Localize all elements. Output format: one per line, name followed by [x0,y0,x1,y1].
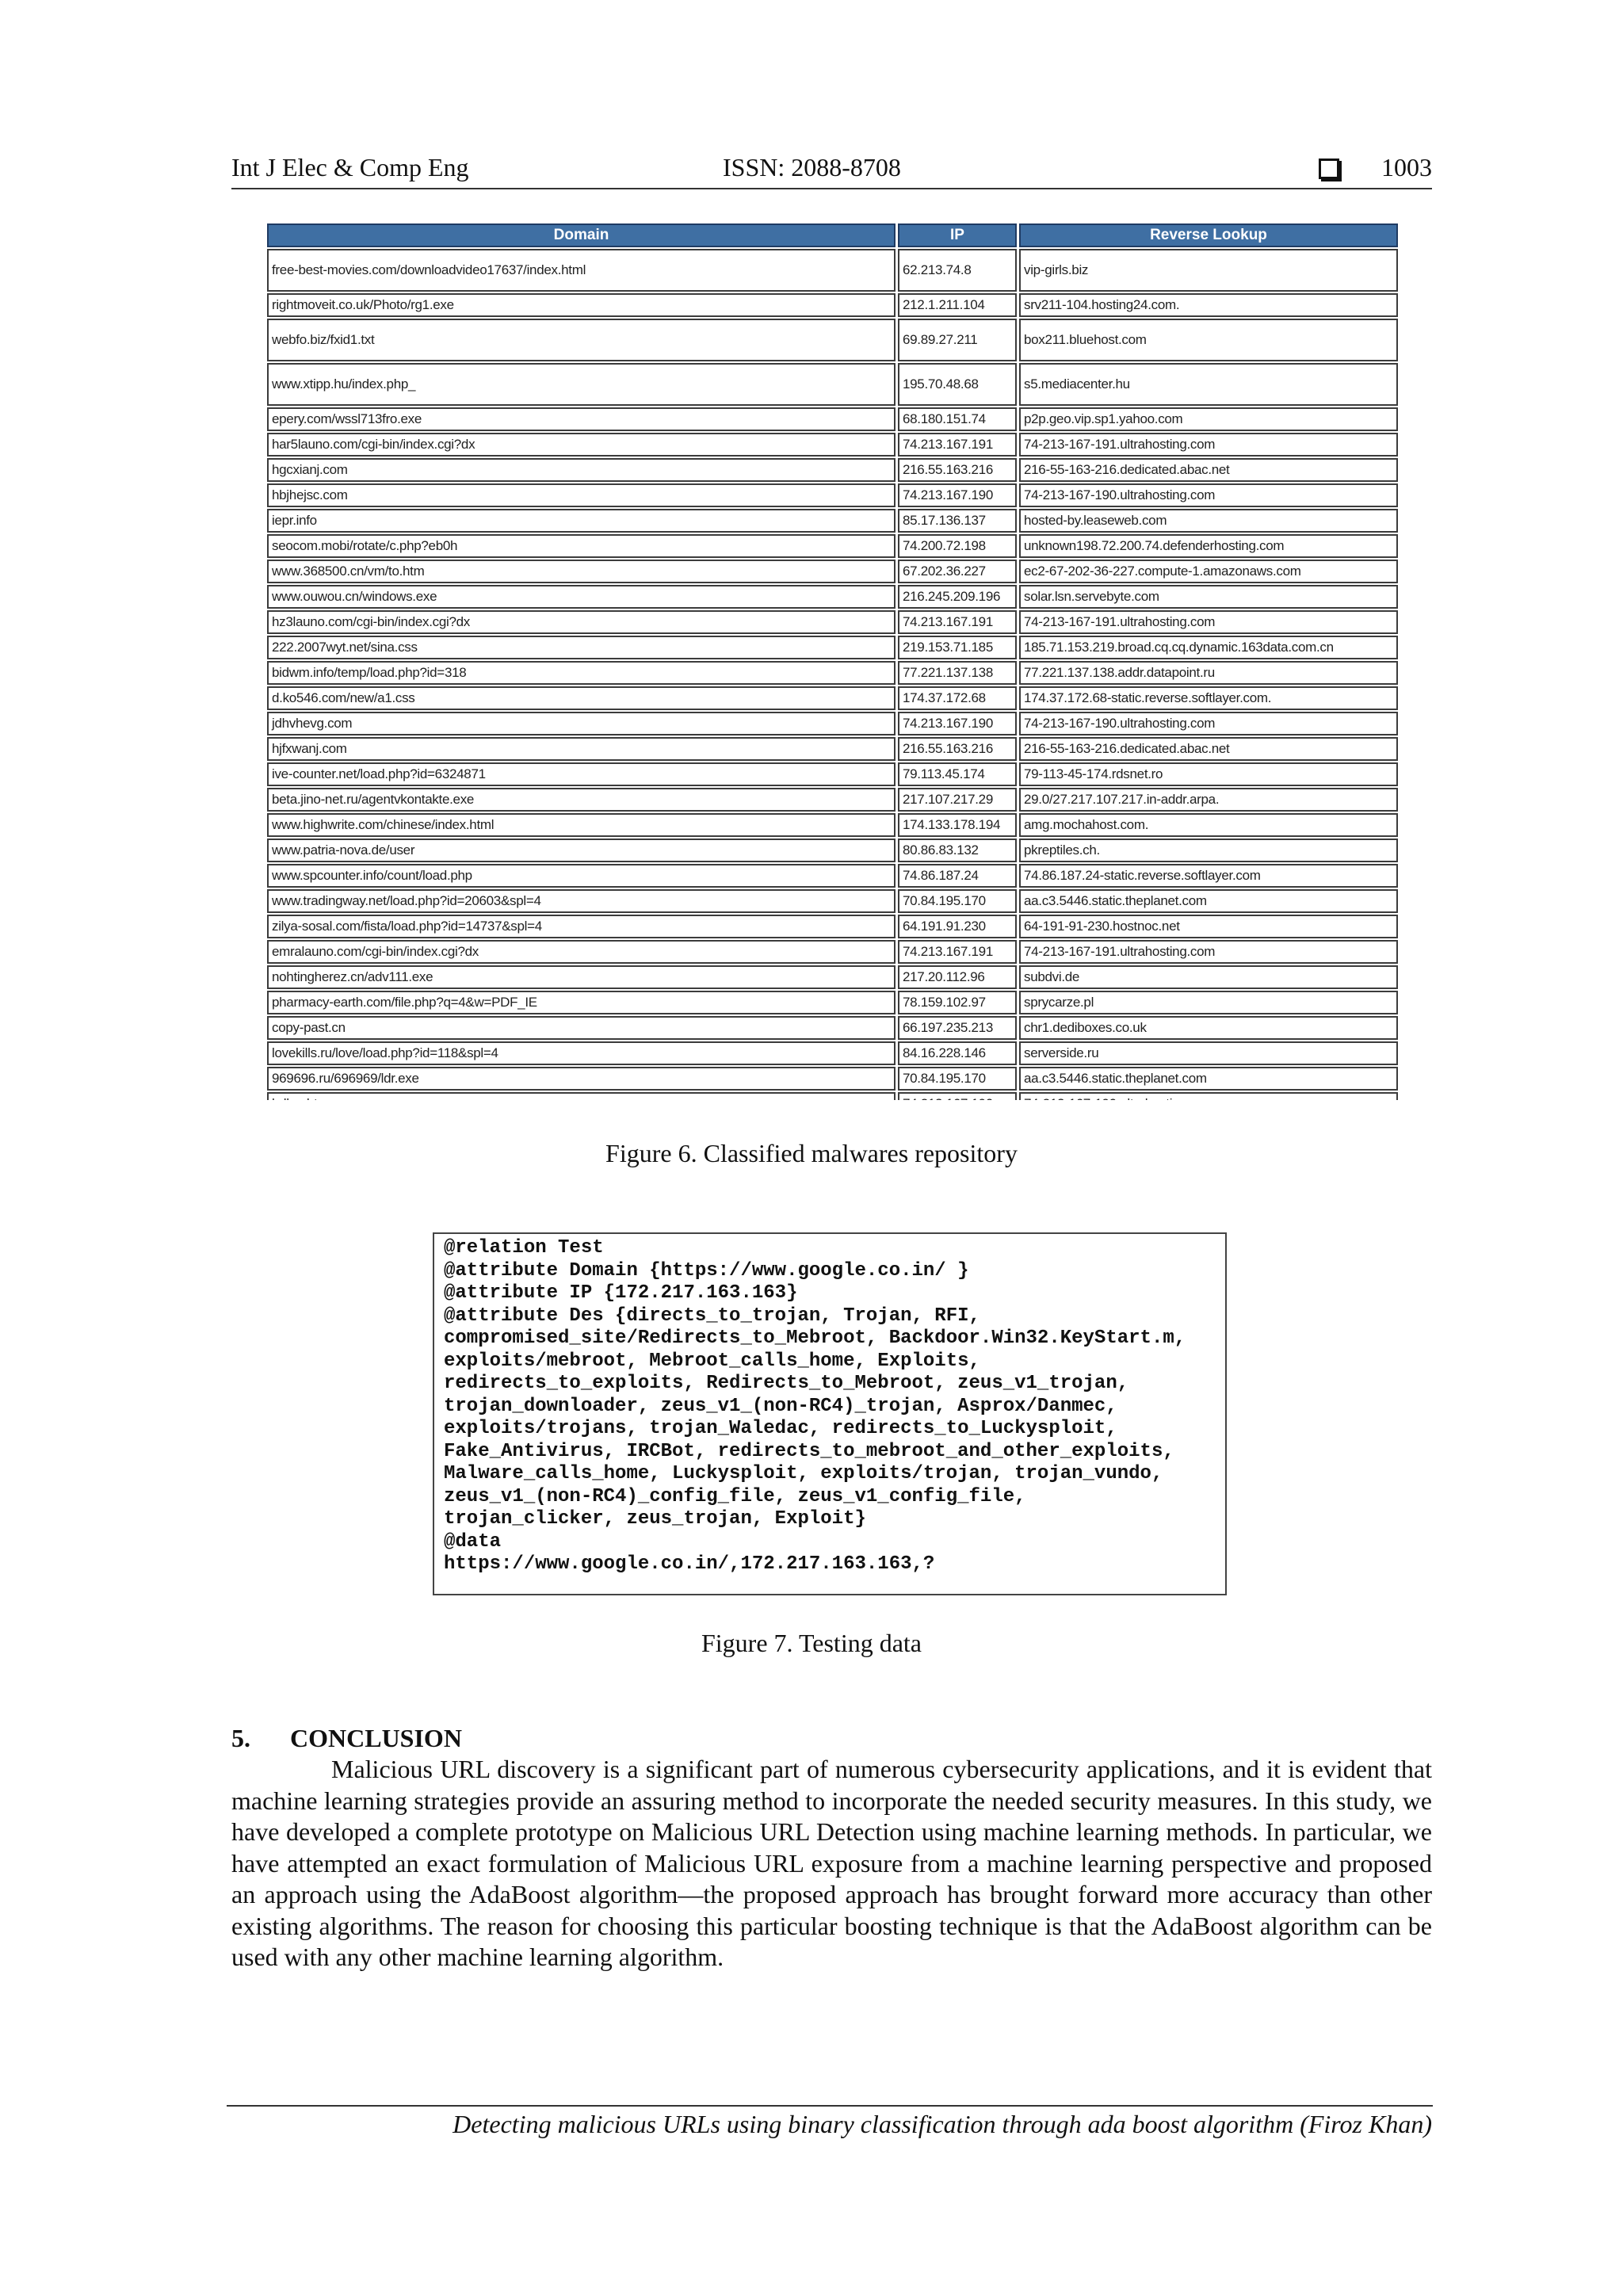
figure7-caption: Figure 7. Testing data [701,1629,922,1657]
cell-ip: 67.202.36.227 [898,560,1017,583]
cell-ip: 68.180.151.74 [898,407,1017,431]
footer-rule [227,2105,1433,2107]
table-row [267,560,1398,583]
image-crop-edge [265,1100,1398,1106]
running-footer: Detecting malicious URLs using binary classification through ada boost algorithm (Firoz Khan) [453,2110,1432,2138]
table-row [267,293,1398,317]
cell-ip: 74.200.72.198 [898,534,1017,558]
figure7-code-box [433,1232,1227,1595]
cell-domain: jdhvhevg.com [267,712,896,735]
cell-ip: 216.245.209.196 [898,585,1017,609]
cell-domain: zilya-sosal.com/fista/load.php?id=14737&spl=4 [267,915,896,938]
cell-reverse-lookup: sprycarze.pl [1019,991,1398,1014]
table-row [267,737,1398,761]
cell-reverse-lookup: 185.71.153.219.broad.cq.cq.dynamic.163data.com.cn [1019,636,1398,659]
cell-ip: 74.86.187.24 [898,864,1017,888]
cell-domain: www.tradingway.net/load.php?id=20603&spl=4 [267,889,896,913]
cell-reverse-lookup: srv211-104.hosting24.com. [1019,293,1398,317]
cell-reverse-lookup: 74-213-167-190.ultrahosting.com [1019,712,1398,735]
cell-reverse-lookup: unknown198.72.200.74.defenderhosting.com [1019,534,1398,558]
cell-reverse-lookup: chr1.dediboxes.co.uk [1019,1016,1398,1040]
cell-reverse-lookup: box211.bluehost.com [1019,319,1398,361]
figure6-caption: Figure 6. Classified malwares repository [605,1139,1018,1167]
cell-domain: beta.jino-net.ru/agentvkontakte.exe [267,788,896,812]
table-row [267,965,1398,989]
journal-name: Int J Elec & Comp Eng [231,153,469,181]
table-row [267,788,1398,812]
cell-reverse-lookup: ec2-67-202-36-227.compute-1.amazonaws.com [1019,560,1398,583]
table-row [267,433,1398,457]
cell-ip: 174.37.172.68 [898,686,1017,710]
cell-ip: 70.84.195.170 [898,889,1017,913]
cell-ip: 216.55.163.216 [898,458,1017,482]
cell-ip: 219.153.71.185 [898,636,1017,659]
cell-domain: iepr.info [267,509,896,533]
issn: ISSN: 2088-8708 [723,153,901,181]
cell-reverse-lookup: solar.lsn.servebyte.com [1019,585,1398,609]
cell-reverse-lookup: aa.c3.5446.static.theplanet.com [1019,889,1398,913]
cell-domain: pharmacy-earth.com/file.php?q=4&w=PDF_IE [267,991,896,1014]
cell-ip: 195.70.48.68 [898,363,1017,406]
cell-domain: hjfxwanj.com [267,737,896,761]
cell-ip: 77.221.137.138 [898,661,1017,685]
cell-domain: www.ouwou.cn/windows.exe [267,585,896,609]
cell-ip: 212.1.211.104 [898,293,1017,317]
cell-reverse-lookup: p2p.geo.vip.sp1.yahoo.com [1019,407,1398,431]
cell-domain: www.spcounter.info/count/load.php [267,864,896,888]
conclusion-paragraph: Malicious URL discovery is a significant part of numerous cybersecurity applications, and it is evident that machine learning strategies provide an assuring method to incorporate the needed security measures. In this study, we have developed a complete prototype on Malicious URL Detection using machine learning methods. In particular, we have attempted an exact formulation of Malicious URL exposure from a machine learning perspective and proposed an approach using the AdaBoost algorithm—the proposed approach has brought forward more accuracy than other existing algorithms. The reason for choosing this particular boosting technique is that the AdaBoost algorithm can be used with any other machine learning algorithm. [231,1755,1432,1971]
cell-reverse-lookup: 216-55-163-216.dedicated.abac.net [1019,458,1398,482]
cell-domain: bidwm.info/temp/load.php?id=318 [267,661,896,685]
page-header [231,153,1432,189]
section-number: 5. [231,1724,250,1752]
cell-reverse-lookup: pkreptiles.ch. [1019,839,1398,862]
cell-reverse-lookup: 216-55-163-216.dedicated.abac.net [1019,737,1398,761]
cell-ip: 70.84.195.170 [898,1067,1017,1091]
table-row [267,915,1398,938]
table-row [267,1016,1398,1040]
table-row [267,762,1398,786]
malware-table [265,222,1398,1106]
cell-domain: lovekills.ru/love/load.php?id=118&spl=4 [267,1041,896,1065]
cell-ip: 217.20.112.96 [898,965,1017,989]
table-row [267,249,1398,292]
table-header-row [267,223,1398,247]
cell-domain: free-best-movies.com/downloadvideo17637/index.html [267,249,896,292]
cell-domain: hgcxianj.com [267,458,896,482]
cell-reverse-lookup: vip-girls.biz [1019,249,1398,292]
cell-ip: 74.213.167.191 [898,940,1017,964]
cell-ip: 69.89.27.211 [898,319,1017,361]
figure6-image [265,222,1398,1106]
cell-reverse-lookup: hosted-by.leaseweb.com [1019,509,1398,533]
cell-ip: 62.213.74.8 [898,249,1017,292]
cell-reverse-lookup: serverside.ru [1019,1041,1398,1065]
cell-domain: epery.com/wssl713fro.exe [267,407,896,431]
table-row [267,839,1398,862]
cell-domain: 969696.ru/696969/ldr.exe [267,1067,896,1091]
cell-domain: hbjhejsc.com [267,483,896,507]
cell-ip: 78.159.102.97 [898,991,1017,1014]
table-row [267,458,1398,482]
cell-reverse-lookup: 74.86.187.24-static.reverse.softlayer.com [1019,864,1398,888]
column-header-ip: IP [898,223,1017,247]
section-title: CONCLUSION [290,1724,462,1752]
cell-ip: 74.213.167.191 [898,433,1017,457]
table-row [267,483,1398,507]
cell-domain: rightmoveit.co.uk/Photo/rg1.exe [267,293,896,317]
table-row [267,509,1398,533]
table-row [267,686,1398,710]
cell-reverse-lookup: 74-213-167-190.ultrahosting.com [1019,483,1398,507]
cell-domain: copy-past.cn [267,1016,896,1040]
cell-domain: webfo.biz/fxid1.txt [267,319,896,361]
cell-domain: ive-counter.net/load.php?id=6324871 [267,762,896,786]
cell-ip: 80.86.83.132 [898,839,1017,862]
section-heading [231,1724,462,1753]
table-row [267,534,1398,558]
square-box-icon [1319,159,1339,179]
cell-ip: 64.191.91.230 [898,915,1017,938]
cell-reverse-lookup: 77.221.137.138.addr.datapoint.ru [1019,661,1398,685]
table-row [267,363,1398,406]
cell-ip: 74.213.167.190 [898,483,1017,507]
table-row [267,610,1398,634]
cell-ip: 84.16.228.146 [898,1041,1017,1065]
page-number: 1003 [1381,153,1432,181]
table-row [267,889,1398,913]
cell-domain: emralauno.com/cgi-bin/index.cgi?dx [267,940,896,964]
table-row [267,864,1398,888]
cell-domain: har5launo.com/cgi-bin/index.cgi?dx [267,433,896,457]
table-row [267,991,1398,1014]
cell-reverse-lookup: 174.37.172.68-static.reverse.softlayer.com. [1019,686,1398,710]
table-row [267,661,1398,685]
cell-ip: 217.107.217.29 [898,788,1017,812]
table-row [267,813,1398,837]
cell-domain: www.patria-nova.de/user [267,839,896,862]
cell-ip: 85.17.136.137 [898,509,1017,533]
cell-domain: hz3launo.com/cgi-bin/index.cgi?dx [267,610,896,634]
cell-ip: 216.55.163.216 [898,737,1017,761]
cell-domain: seocom.mobi/rotate/c.php?eb0h [267,534,896,558]
table-row [267,407,1398,431]
column-header-reverse-lookup: Reverse Lookup [1019,223,1398,247]
cell-domain: www.xtipp.hu/index.php_ [267,363,896,406]
cell-domain: 222.2007wyt.net/sina.css [267,636,896,659]
cell-reverse-lookup: subdvi.de [1019,965,1398,989]
cell-domain: www.highwrite.com/chinese/index.html [267,813,896,837]
cell-ip: 74.213.167.190 [898,712,1017,735]
cell-ip: 66.197.235.213 [898,1016,1017,1040]
cell-reverse-lookup: 64-191-91-230.hostnoc.net [1019,915,1398,938]
cell-domain: d.ko546.com/new/a1.css [267,686,896,710]
table-row [267,712,1398,735]
table-body [267,249,1398,1106]
table-row [267,940,1398,964]
column-header-domain: Domain [267,223,896,247]
arff-code: @relation Test @attribute Domain {https://www.google.co.in/ } @attribute IP {172.217.163.163} @attribute Des {directs_to_trojan, Trojan, RFI, compromised_site/Redirects_to_Mebroot, Backdoor.Win32.KeyStart.m, exploits/mebroot, Mebroot_calls_home, Exploits, redirects_to_exploits, Redirects_to_Mebroot, zeus_v1_trojan, trojan_downloader, zeus_v1_(non-RC4)_trojan, Asprox/Danmec, exploits/trojans, trojan_Waledac, redirects_to_Luckysploit, Fake_Antivirus, IRCBot, redirects_to_mebroot_and_other_exploits, Malware_calls_home, Luckysploit, exploits/trojan, trojan_vundo, zeus_v1_(non-RC4)_config_file, zeus_v1_config_file, trojan_clicker, zeus_trojan, Exploit} @data https://www.google.co.in/,172.217.163.163,? [444,1237,1186,1575]
cell-reverse-lookup: amg.mochahost.com. [1019,813,1398,837]
cell-reverse-lookup: 79-113-45-174.rdsnet.ro [1019,762,1398,786]
cell-reverse-lookup: s5.mediacenter.hu [1019,363,1398,406]
cell-reverse-lookup: 29.0/27.217.107.217.in-addr.arpa. [1019,788,1398,812]
cell-domain: www.368500.cn/vm/to.htm [267,560,896,583]
cell-reverse-lookup: 74-213-167-191.ultrahosting.com [1019,610,1398,634]
cell-domain: nohtingherez.cn/adv111.exe [267,965,896,989]
table-row [267,585,1398,609]
table-row [267,1041,1398,1065]
cell-ip: 174.133.178.194 [898,813,1017,837]
cell-ip: 79.113.45.174 [898,762,1017,786]
cell-reverse-lookup: 74-213-167-191.ultrahosting.com [1019,433,1398,457]
table-row [267,319,1398,361]
cell-reverse-lookup: 74-213-167-191.ultrahosting.com [1019,940,1398,964]
cell-reverse-lookup: aa.c3.5446.static.theplanet.com [1019,1067,1398,1091]
table-row [267,1067,1398,1091]
cell-ip: 74.213.167.191 [898,610,1017,634]
table-row [267,636,1398,659]
